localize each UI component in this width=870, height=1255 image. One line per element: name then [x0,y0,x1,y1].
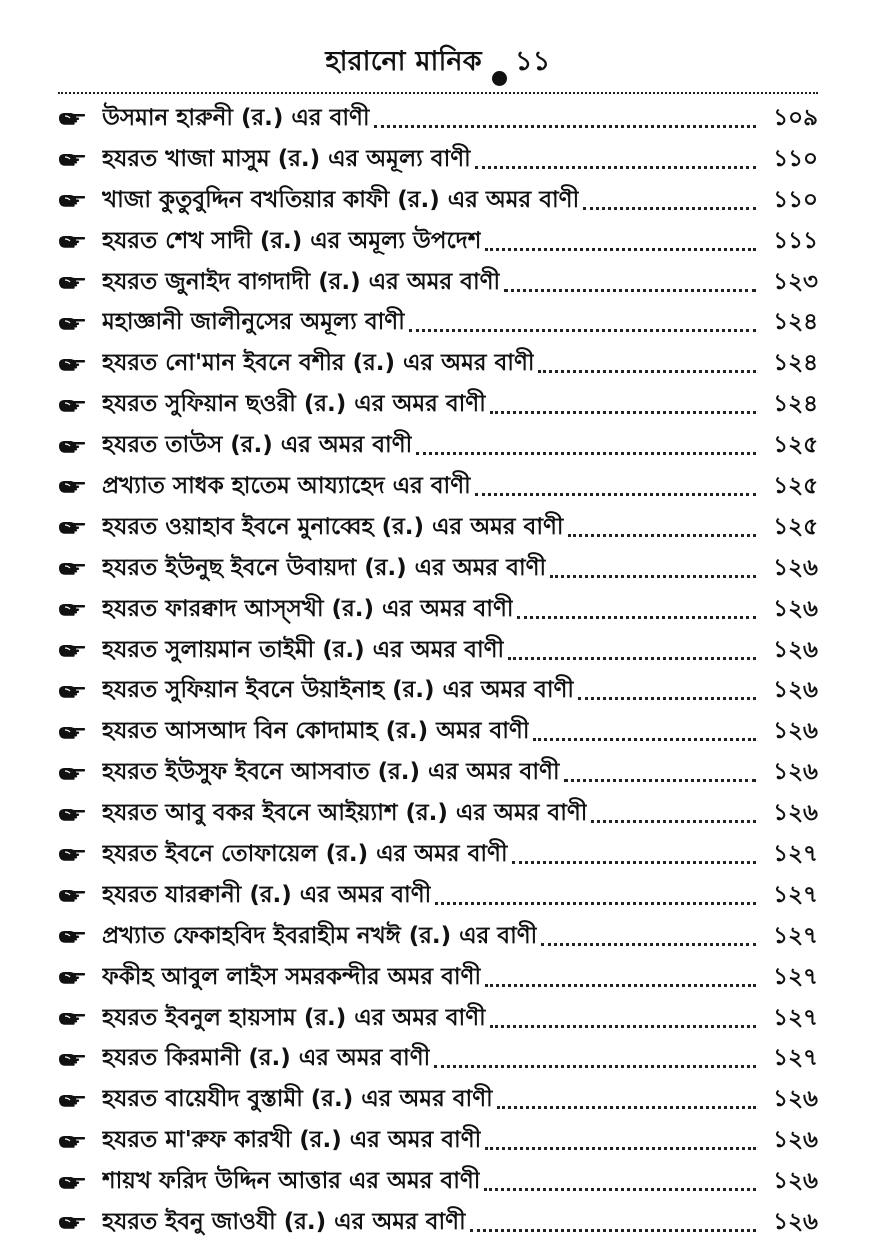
entry-title: হযরত সুফিয়ান ছওরী (র.) এর অমর বাণী [102,391,486,418]
toc-entry [58,425,818,466]
dotted-leader [550,575,756,578]
dotted-leader [475,493,756,496]
entry-page-number: ১২৬ [773,759,818,786]
dotted-leader [435,902,756,905]
toc-entry [58,98,818,139]
pointing-hand-icon [58,806,86,822]
entry-page-number: ১২৫ [773,513,818,540]
entry-title: উসমান হারুনী (র.) এর বাণী [102,104,370,131]
dotted-leader [497,1106,756,1109]
pointing-hand-icon [58,192,86,208]
pointing-hand-icon [58,274,86,290]
entry-title: হযরত সুলায়মান তাইমী (র.) এর অমর বাণী [102,636,505,663]
page-number: ১১ [514,46,551,77]
page-header [58,0,818,90]
bullet-separator-icon [492,71,507,86]
entry-title: হযরত ইবনে তোফায়েল (র.) এর অমর বাণী [102,840,508,867]
toc-entry [58,139,818,180]
entry-title: হযরত আসআদ বিন কোদামাহ (র.) অমর বাণী [102,718,530,745]
entry-title: প্রখ্যাত ফেকাহবিদ ইবরাহীম নখঈ (র.) এর বাণী [102,922,538,949]
entry-page-number: ১২৪ [773,350,818,377]
entry-title: হযরত তাউস (র.) এর অমর বাণী [102,432,413,459]
entry-title: হযরত শেখ সাদী (র.) এর অমূল্য উপদেশ [102,227,482,254]
pointing-hand-icon [58,969,86,985]
entry-title: হযরত সুফিয়ান ইবনে উয়াইনাহ (র.) এর অমর বাণী [102,677,574,704]
pointing-hand-icon [58,1051,86,1067]
dotted-leader [416,452,756,455]
toc-entry [58,221,818,262]
table-of-contents [58,98,818,1243]
entry-title: মহাজ্ঞানী জালীনুসের অমূল্য বাণী [102,309,405,336]
pointing-hand-icon [58,928,86,944]
toc-entry [58,1079,818,1120]
entry-page-number: ১২৭ [773,1004,818,1031]
pointing-hand-icon [58,233,86,249]
dotted-leader [533,738,756,741]
toc-entry [58,793,818,834]
pointing-hand-icon [58,438,86,454]
pointing-hand-icon [58,765,86,781]
toc-entry [58,711,818,752]
dotted-leader [485,248,756,251]
dotted-leader [508,657,756,660]
entry-page-number: ১০৯ [773,104,818,131]
entry-page-number: ১১০ [773,145,818,172]
toc-entry [58,180,818,221]
toc-entry [58,589,818,630]
toc-entry [58,466,818,507]
entry-page-number: ১২৭ [773,881,818,908]
dotted-leader [591,820,756,823]
entry-title: হযরত কিরমানী (র.) এর অমর বাণী [102,1045,431,1072]
entry-title: প্রখ্যাত সাধক হাতেম আয্যাহেদ এর বাণী [102,472,471,499]
pointing-hand-icon [58,846,86,862]
entry-title: হযরত ইউনুছ ইবনে উবায়দা (র.) এর অমর বাণী [102,554,547,581]
entry-page-number: ১২৪ [773,309,818,336]
pointing-hand-icon [58,724,86,740]
pointing-hand-icon [58,1214,86,1230]
entry-title: হযরত বায়েযীদ বুস্তামী (র.) এর অমর বাণী [102,1086,493,1113]
toc-entry [58,343,818,384]
entry-title: হযরত আবু বকর ইবনে আইয়্যাশ (র.) এর অমর বাণী [102,800,588,827]
pointing-hand-icon [58,478,86,494]
pointing-hand-icon [58,110,86,126]
entry-title: খাজা কুতুবুদ্দিন বখতিয়ার কাফী (র.) এর অমর বাণী [102,186,580,213]
entry-page-number: ১২৬ [773,1086,818,1113]
entry-page-number: ১২৫ [773,432,818,459]
dotted-leader [490,411,756,414]
toc-entry [58,957,818,998]
pointing-hand-icon [58,601,86,617]
dotted-leader [564,779,756,782]
entry-page-number: ১২৭ [773,1045,818,1072]
pointing-hand-icon [58,151,86,167]
pointing-hand-icon [58,642,86,658]
dotted-leader [490,1025,756,1028]
pointing-hand-icon [58,560,86,576]
toc-entry [58,507,818,548]
dotted-leader [470,1229,756,1232]
toc-entry [58,1202,818,1243]
toc-entry [58,630,818,671]
entry-page-number: ১২৭ [773,840,818,867]
pointing-hand-icon [58,887,86,903]
entry-title: শায়খ ফরিদ উদ্দিন আত্তার এর অমর বাণী [102,1168,481,1195]
toc-entry [58,998,818,1039]
dotted-leader [485,984,756,987]
pointing-hand-icon [58,315,86,331]
entry-page-number: ১২৭ [773,963,818,990]
pointing-hand-icon [58,1092,86,1108]
toc-entry [58,834,818,875]
entry-page-number: ১২৩ [773,268,818,295]
entry-title: হযরত ফারক্বাদ আস্সখী (র.) এর অমর বাণী [102,595,514,622]
toc-entry [58,384,818,425]
toc-entry [58,1161,818,1202]
dotted-leader [434,1065,756,1068]
entry-title: হযরত নো'মান ইবনে বশীর (র.) এর অমর বাণী [102,350,535,377]
entry-page-number: ১২৫ [773,472,818,499]
entry-page-number: ১২৬ [773,1127,818,1154]
entry-page-number: ১২৬ [773,800,818,827]
entry-title: হযরত মা'রুফ কারখী (র.) এর অমর বাণী [102,1127,482,1154]
entry-title: ফকীহ আবুল লাইস সমরকন্দীর অমর বাণী [102,963,482,990]
entry-page-number: ১২৬ [773,636,818,663]
entry-page-number: ১২৭ [773,922,818,949]
pointing-hand-icon [58,683,86,699]
dotted-leader [485,1147,756,1150]
pointing-hand-icon [58,1174,86,1190]
toc-entry [58,1120,818,1161]
pointing-hand-icon [58,1010,86,1026]
dotted-leader [484,1188,756,1191]
entry-page-number: ১২৬ [773,1208,818,1235]
pointing-hand-icon [58,1133,86,1149]
entry-page-number: ১২৬ [773,554,818,581]
entry-page-number: ১২৬ [773,1168,818,1195]
toc-entry [58,548,818,589]
dotted-leader [504,289,756,292]
entry-title: হযরত খাজা মাসুম (র.) এর অমূল্য বাণী [102,145,471,172]
header-divider [58,92,818,94]
entry-title: হযরত ওয়াহাব ইবনে মুনাব্বেহ (র.) এর অমর বাণী [102,513,564,540]
dotted-leader [374,125,756,128]
dotted-leader [568,534,757,537]
dotted-leader [475,166,756,169]
toc-entry [58,916,818,957]
dotted-leader [583,207,756,210]
entry-page-number: ১১০ [773,186,818,213]
toc-entry [58,752,818,793]
dotted-leader [578,697,756,700]
book-title: হারানো মানিক [325,46,482,77]
toc-entry [58,302,818,343]
dotted-leader [512,861,756,864]
entry-page-number: ১২৬ [773,595,818,622]
entry-page-number: ১২৬ [773,718,818,745]
entry-page-number: ১১১ [773,227,818,254]
dotted-leader [538,370,756,373]
entry-page-number: ১২৪ [773,391,818,418]
pointing-hand-icon [58,519,86,535]
toc-entry [58,1038,818,1079]
entry-title: হযরত জুনাইদ বাগদাদী (র.) এর অমর বাণী [102,268,501,295]
dotted-leader [517,616,756,619]
dotted-leader [541,943,756,946]
pointing-hand-icon [58,356,86,372]
pointing-hand-icon [58,397,86,413]
dotted-leader [409,329,756,332]
entry-title: হযরত ইবনু জাওযী (র.) এর অমর বাণী [102,1208,466,1235]
toc-entry [58,670,818,711]
entry-page-number: ১২৬ [773,677,818,704]
entry-title: হযরত যারক্বানী (র.) এর অমর বাণী [102,881,432,908]
entry-title: হযরত ইউসুফ ইবনে আসবাত (র.) এর অমর বাণী [102,759,560,786]
toc-entry [58,875,818,916]
entry-title: হযরত ইবনুল হায়সাম (র.) এর অমর বাণী [102,1004,486,1031]
toc-entry [58,262,818,303]
